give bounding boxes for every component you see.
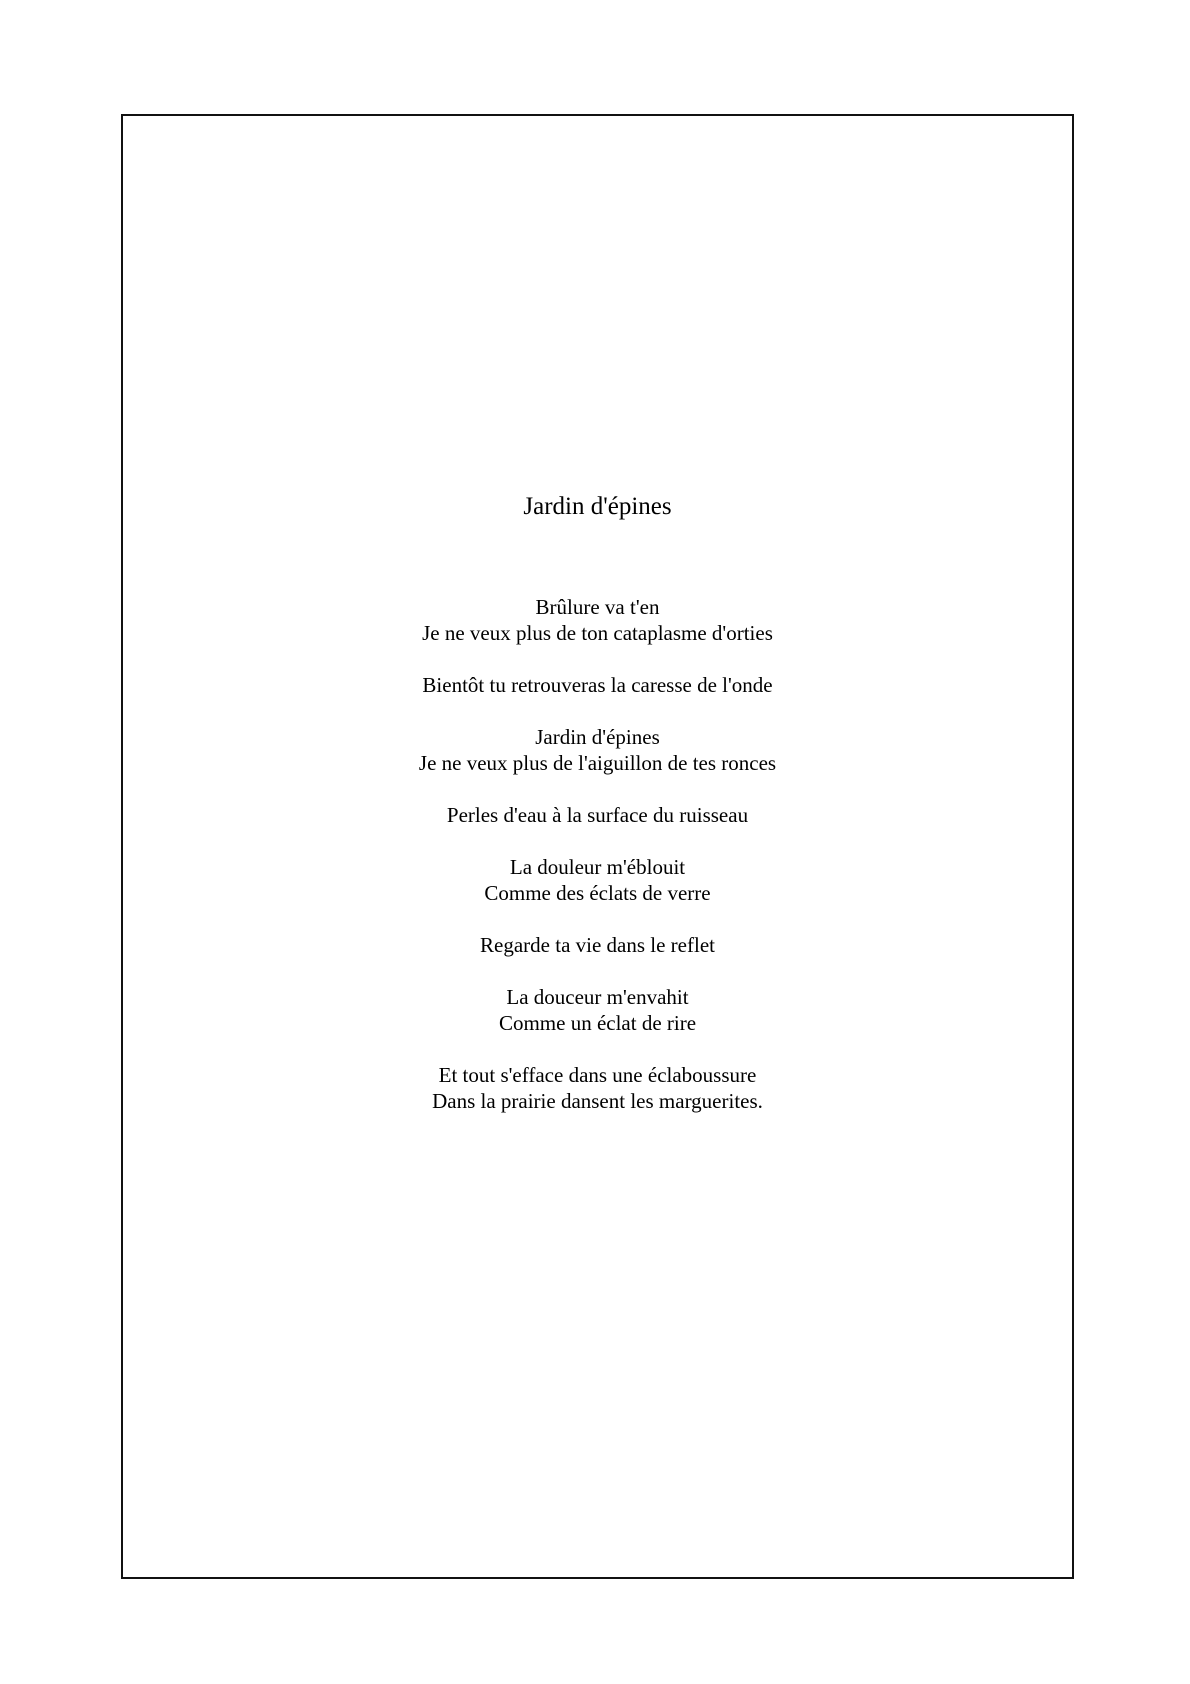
- verse-line: Jardin d'épines: [535, 725, 660, 749]
- verse-line: Dans la prairie dansent les marguerites.: [432, 1089, 763, 1113]
- stanza: [123, 932, 1072, 958]
- stanza: [123, 854, 1072, 906]
- stanza: [123, 984, 1072, 1036]
- verse-line: Comme des éclats de verre: [484, 881, 711, 905]
- verse-line: Brûlure va t'en: [535, 595, 660, 619]
- verse-line: Et tout s'efface dans une éclaboussure: [438, 1063, 757, 1087]
- stanza: [123, 802, 1072, 828]
- poem-title: Jardin d'épines: [523, 493, 672, 520]
- stanza: [123, 724, 1072, 776]
- stanza: [123, 1062, 1072, 1114]
- verse-line: Je ne veux plus de l'aiguillon de tes ronces: [418, 751, 777, 775]
- verse-line: Regarde ta vie dans le reflet: [480, 933, 715, 957]
- verse-line: Je ne veux plus de ton cataplasme d'orties: [422, 621, 773, 645]
- stanza: [123, 594, 1072, 646]
- verse-line: Perles d'eau à la surface du ruisseau: [446, 803, 749, 827]
- stanza: [123, 672, 1072, 698]
- verse-line: La douleur m'éblouit: [509, 855, 686, 879]
- poem-body: [123, 594, 1072, 1114]
- verse-line: Bientôt tu retrouveras la caresse de l'onde: [422, 673, 773, 697]
- page-frame: [121, 114, 1074, 1579]
- verse-line: Comme un éclat de rire: [498, 1011, 697, 1035]
- verse-line: La douceur m'envahit: [506, 985, 689, 1009]
